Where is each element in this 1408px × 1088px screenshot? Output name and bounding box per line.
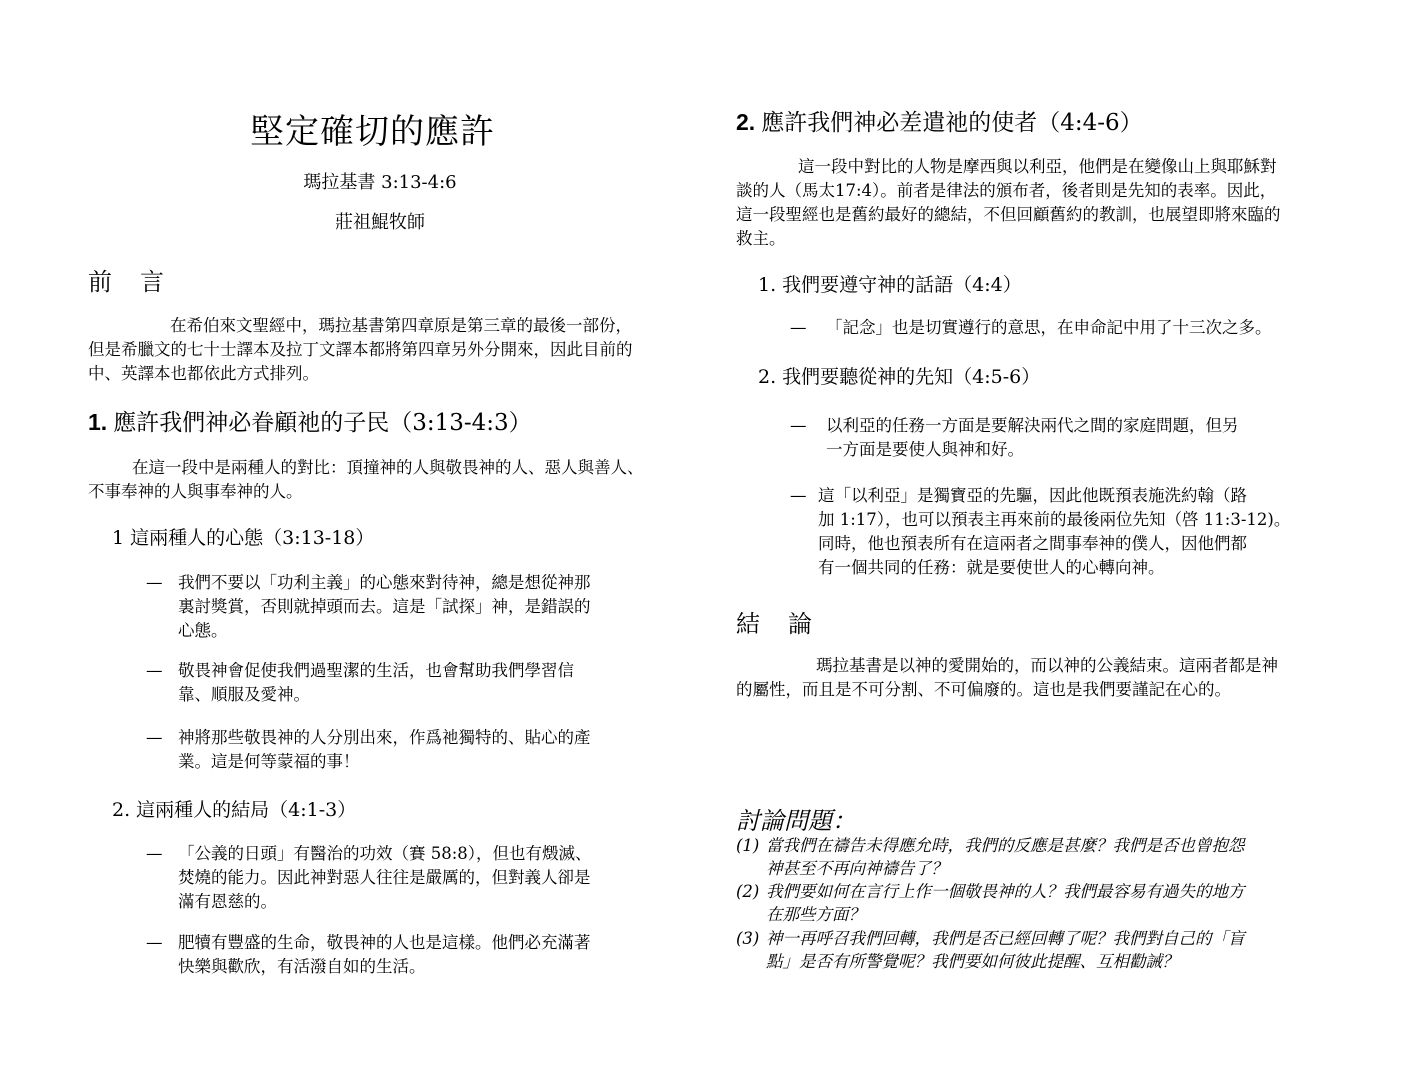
dash-icon: — [146,661,163,680]
section-2-line: 救主。 [736,229,786,248]
bullet-line: 快樂與歡欣，有活潑自如的生活。 [178,957,426,976]
conclusion-line: 瑪拉基書是以神的愛開始的，而以神的公義結束。這兩者都是神 [816,656,1278,675]
bullet-line: 這「以利亞」是獨寶亞的先驅，因此他既預表施洗約翰（路 [818,486,1247,505]
bullet-item [790,316,1330,340]
bullet-item [790,484,1330,580]
bullet-line: 裏討獎賞，否則就掉頭而去。這是「試探」神，是錯誤的 [178,597,591,616]
question-line: 神甚至不再向神禱告了？ [766,859,948,878]
bullet-item [790,414,1310,462]
bullet-item [146,726,646,774]
question-line: 點」是否有所警覺呢？我們要如何彼此提醒、互相勸誡？ [766,952,1179,971]
question-item [736,927,1326,973]
subsection-1-1-heading: 1 這兩種人的心態（3:13-18） [112,527,375,549]
bullet-line: 一方面是要使人與神和好。 [826,440,1024,459]
intro-line: 中、英譯本也都依此方式排列。 [88,364,319,383]
bullet-line: 滿有恩慈的。 [178,892,277,911]
question-item [736,880,1326,926]
page-title: 堅定確切的應許 [250,112,495,152]
subsection-2-1-heading: 1. 我們要遵守神的話語（4:4） [758,274,1022,296]
intro-paragraph [88,314,678,386]
conclusion-line: 的屬性，而且是不可分割、不可偏廢的。這也是我們要謹記在心的。 [736,680,1231,699]
question-line: 當我們在禱告未得應允時，我們的反應是甚麼？我們是否也曾抱怨 [766,836,1245,855]
section-2-line: 這一段中對比的人物是摩西與以利亞，他們是在變像山上與耶穌對 [798,157,1277,176]
section-2-title: 應許我們神必差遣祂的使者（4:4-6） [761,110,1143,136]
question-line: 神一再呼召我們回轉，我們是否已經回轉了呢？我們對自己的「盲 [766,929,1245,948]
section-1-title: 應許我們神必眷顧祂的子民（3:13-4:3） [113,410,532,436]
section-1-number: 1. [88,409,108,435]
dash-icon: — [790,416,807,435]
bullet-line: 以利亞的任務一方面是要解決兩代之間的家庭問題，但另 [826,416,1239,435]
dash-icon: — [146,844,163,863]
dash-icon: — [146,933,163,952]
bullet-line: 焚燒的能力。因此神對惡人往往是嚴厲的，但對義人卻是 [178,868,591,887]
bullet-line: 神將那些敬畏神的人分別出來，作爲祂獨特的、貼心的產 [178,728,591,747]
question-line: 在那些方面？ [766,905,865,924]
section-1-heading [88,404,532,437]
dash-icon: — [146,728,163,747]
bullet-line: 有一個共同的任務：就是要使世人的心轉向神。 [818,558,1165,577]
bullet-line: 我們不要以「功利主義」的心態來對待神，總是想從神那 [178,573,591,592]
conclusion-heading: 結論 [736,610,840,638]
bullet-line: 「記念」也是切實遵行的意思，在申命記中用了十三次之多。 [826,318,1272,337]
subsection-1-2-heading: 2. 這兩種人的結局（4:1-3） [112,799,357,821]
question-item [736,834,1326,880]
bullet-item [146,659,646,707]
section-1-line: 不事奉神的人與事奉神的人。 [88,482,303,501]
section-2-number: 2. [736,109,756,135]
dash-icon: — [790,318,807,337]
section-1-paragraph [88,456,678,504]
bullet-line: 「公義的日頭」有醫治的功效（賽 58:8），但也有燬滅、 [178,844,592,863]
bullet-line: 敬畏神會促使我們過聖潔的生活，也會幫助我們學習信 [178,661,574,680]
dash-icon: — [790,486,807,505]
question-number: (3) [736,929,760,948]
discussion-heading: 討論問題： [736,807,856,835]
question-number: (2) [736,882,760,901]
bullet-item [146,931,646,979]
bullet-item [146,571,646,643]
section-2-paragraph [736,155,1336,251]
dash-icon: — [146,573,163,592]
question-line: 我們要如何在言行上作一個敬畏神的人？我們最容易有過失的地方 [766,882,1245,901]
section-2-line: 這一段聖經也是舊約最好的總結，不但回顧舊約的教訓，也展望即將來臨的 [736,205,1281,224]
subsection-2-2-heading: 2. 我們要聽從神的先知（4:5-6） [758,366,1041,388]
bullet-line: 同時，他也預表所有在這兩者之間事奉神的僕人，因他們都 [818,534,1247,553]
question-number: (1) [736,836,760,855]
bullet-line: 肥犢有豐盛的生命，敬畏神的人也是這樣。他們必充滿著 [178,933,591,952]
bullet-line: 業。這是何等蒙福的事！ [178,752,360,771]
intro-line: 但是希臘文的七十士譯本及拉丁文譯本都將第四章另外分開來，因此目前的 [88,340,633,359]
bullet-item [146,842,646,914]
bullet-line: 靠、順服及愛神。 [178,685,310,704]
bullet-line: 心態。 [178,621,228,640]
conclusion-paragraph [736,654,1336,702]
section-2-heading [736,104,1143,137]
scripture-reference: 瑪拉基書 3:13-4:6 [303,172,457,193]
section-1-line: 在這一段中是兩種人的對比：頂撞神的人與敬畏神的人、惡人與善人、 [132,458,644,477]
bullet-line: 加 1:17），也可以預表主再來前的最後兩位先知（啓 11:3-12)。 [818,510,1291,529]
intro-line: 在希伯來文聖經中，瑪拉基書第四章原是第三章的最後一部份， [170,316,632,335]
author: 莊祖鯤牧師 [335,212,425,233]
section-2-line: 談的人（馬太17:4）。前者是律法的頒布者，後者則是先知的表率。因此， [736,181,1277,200]
intro-heading: 前言 [88,268,192,296]
